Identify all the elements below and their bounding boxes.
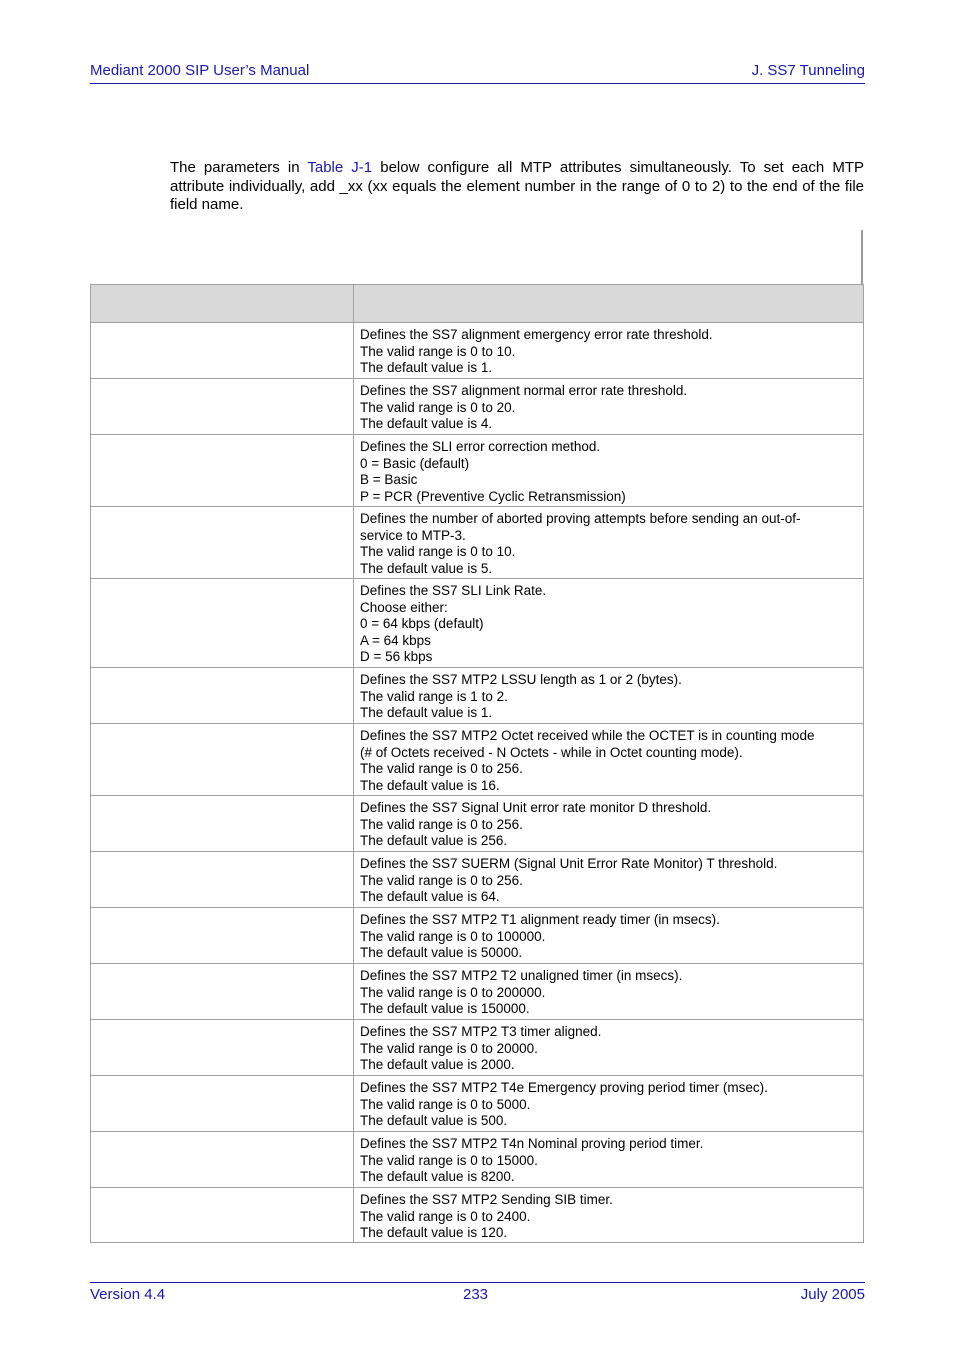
description-line: The default value is 150000.	[360, 1001, 530, 1016]
description-line: The default value is 120.	[360, 1225, 508, 1240]
description-cell	[354, 668, 864, 724]
footer-page-number: 233	[463, 1286, 489, 1303]
description-line: The valid range is 0 to 20.	[360, 399, 516, 415]
description-line: Choose either:	[360, 599, 448, 615]
header-section-title: J. SS7 Tunneling	[751, 62, 865, 79]
description-line: Defines the SS7 MTP2 T4e Emergency proving period timer (msec).	[360, 1080, 768, 1095]
description-line: The valid range is 0 to 100000.	[360, 928, 546, 944]
parameter-name-cell	[91, 668, 354, 724]
description-line: The valid range is 0 to 2400.	[360, 1208, 531, 1224]
table-row	[91, 668, 864, 724]
header-manual-title: Mediant 2000 SIP User’s Manual	[90, 62, 310, 79]
parameter-name-cell	[91, 1188, 354, 1243]
footer-date: July 2005	[800, 1286, 865, 1303]
description-cell	[354, 796, 864, 852]
description-line: Defines the SS7 SUERM (Signal Unit Error Rate Monitor) T threshold.	[360, 856, 778, 871]
intro-text-end: below configure all MTP attributes simultaneously. To set each MTP attribute individually, add _xx (xx equals the element number in the range of 0 to 2) to the end of the file field name.	[170, 159, 864, 213]
description-cell	[354, 323, 864, 379]
description-line: 0 = 64 kbps (default)	[360, 616, 484, 631]
description-line: The valid range is 0 to 256.	[360, 816, 523, 832]
description-line: Defines the SLI error correction method.	[360, 439, 601, 454]
table-row	[91, 507, 864, 579]
description-line: The valid range is 0 to 5000.	[360, 1096, 531, 1112]
description-cell	[354, 908, 864, 964]
description-line: The default value is 8200.	[360, 1169, 515, 1184]
table-row	[91, 852, 864, 908]
description-line: The default value is 5.	[360, 560, 493, 576]
parameter-name-cell	[91, 1132, 354, 1188]
intro-text-start: The parameters in	[170, 159, 308, 176]
parameter-name-cell	[91, 435, 354, 507]
description-cell	[354, 964, 864, 1020]
table-row	[91, 964, 864, 1020]
description-line: Defines the SS7 MTP2 Sending SIB timer.	[360, 1192, 613, 1207]
description-line: The valid range is 0 to 200000.	[360, 984, 546, 1000]
parameter-name-cell	[91, 964, 354, 1020]
parameter-name-cell	[91, 1020, 354, 1076]
description-line: The valid range is 0 to 15000.	[360, 1152, 538, 1168]
header-cell-description	[354, 285, 864, 323]
table-row	[91, 1188, 864, 1243]
description-line: The valid range is 0 to 20000.	[360, 1040, 538, 1056]
description-line: P = PCR (Preventive Cyclic Retransmission)	[360, 488, 626, 504]
description-line: The default value is 4.	[360, 416, 493, 431]
table-row	[91, 1020, 864, 1076]
header-cell-parameter	[91, 285, 354, 323]
parameter-name-cell	[91, 724, 354, 796]
description-line: 0 = Basic (default)	[360, 455, 470, 471]
intro-paragraph	[170, 159, 864, 215]
parameter-name-cell	[91, 323, 354, 379]
table-reference-link[interactable]: Table J-1	[307, 159, 373, 176]
description-line: Defines the SS7 Signal Unit error rate monitor D threshold.	[360, 800, 712, 815]
footer-version: Version 4.4	[90, 1286, 166, 1303]
description-line: The default value is 1.	[360, 705, 493, 720]
description-line: (# of Octets received - N Octets - while in Octet counting mode).	[360, 744, 743, 760]
table-row	[91, 1076, 864, 1132]
description-line: The default value is 16.	[360, 777, 500, 793]
description-line: The valid range is 1 to 2.	[360, 688, 508, 704]
description-line: The default value is 500.	[360, 1113, 508, 1128]
parameter-name-cell	[91, 579, 354, 668]
description-cell	[354, 1132, 864, 1188]
description-cell	[354, 1188, 864, 1243]
table-row	[91, 908, 864, 964]
description-line: Defines the SS7 alignment normal error rate threshold.	[360, 383, 688, 398]
description-cell	[354, 724, 864, 796]
description-line: The default value is 256.	[360, 833, 508, 848]
page-header	[90, 61, 865, 84]
description-cell	[354, 852, 864, 908]
description-line: Defines the SS7 MTP2 T1 alignment ready timer (in msecs).	[360, 912, 720, 927]
description-line: The default value is 2000.	[360, 1057, 515, 1072]
description-line: A = 64 kbps	[360, 632, 431, 648]
table-row	[91, 796, 864, 852]
description-line: Defines the number of aborted proving attempts before sending an out-of-	[360, 511, 801, 526]
table-row	[91, 379, 864, 435]
description-line: The default value is 1.	[360, 360, 493, 375]
description-line: Defines the SS7 MTP2 T4n Nominal proving period timer.	[360, 1136, 704, 1151]
description-line: service to MTP-3.	[360, 527, 466, 543]
parameter-name-cell	[91, 1076, 354, 1132]
description-line: Defines the SS7 MTP2 T2 unaligned timer (in msecs).	[360, 968, 683, 983]
description-line: The valid range is 0 to 256.	[360, 872, 523, 888]
page-footer	[90, 1282, 865, 1303]
description-line: The default value is 64.	[360, 889, 500, 904]
description-line: Defines the SS7 SLI Link Rate.	[360, 583, 547, 598]
mtp2-parameters-table	[90, 284, 864, 1243]
description-line: The valid range is 0 to 10.	[360, 343, 516, 359]
description-line: The valid range is 0 to 10.	[360, 544, 516, 559]
description-line: Defines the SS7 alignment emergency error rate threshold.	[360, 327, 713, 342]
parameter-name-cell	[91, 796, 354, 852]
parameter-name-cell	[91, 379, 354, 435]
parameter-name-cell	[91, 908, 354, 964]
parameter-name-cell	[91, 852, 354, 908]
table-row	[91, 1132, 864, 1188]
description-cell	[354, 1076, 864, 1132]
parameter-name-cell	[91, 507, 354, 579]
description-cell	[354, 579, 864, 668]
table-row	[91, 435, 864, 507]
description-line: Defines the SS7 MTP2 T3 timer aligned.	[360, 1024, 602, 1039]
description-line: D = 56 kbps	[360, 649, 433, 664]
description-cell	[354, 435, 864, 507]
description-line: The default value is 50000.	[360, 945, 523, 960]
description-line: Defines the SS7 MTP2 LSSU length as 1 or 2 (bytes).	[360, 672, 682, 687]
table-row	[91, 579, 864, 668]
table-caption-frame	[861, 230, 863, 285]
table-row	[91, 323, 864, 379]
description-cell	[354, 1020, 864, 1076]
description-cell	[354, 379, 864, 435]
description-cell	[354, 507, 864, 579]
description-line: Defines the SS7 MTP2 Octet received while the OCTET is in counting mode	[360, 728, 815, 743]
description-line: The valid range is 0 to 256.	[360, 761, 523, 776]
table-header-row	[91, 285, 864, 323]
table-row	[91, 724, 864, 796]
description-line: B = Basic	[360, 472, 418, 487]
